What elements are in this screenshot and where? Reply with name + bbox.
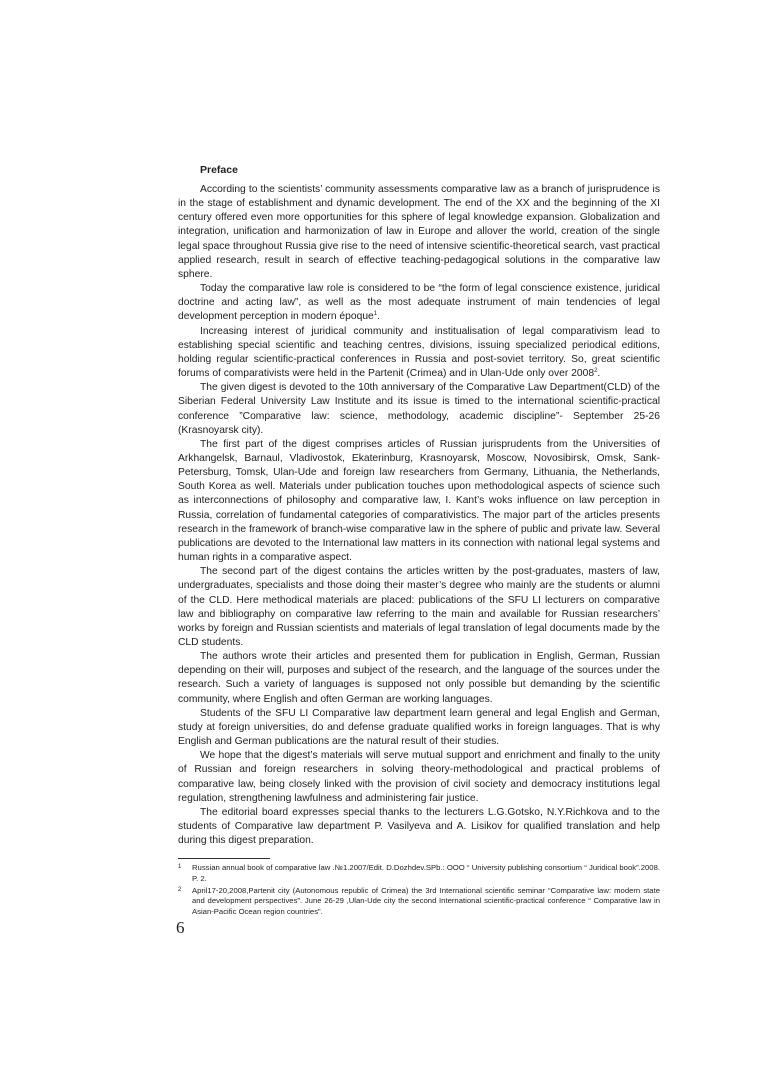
footnote-text: April17-20,2008,Partenit city (Autonomous republic of Crimea) the 3rd International scientific seminar “Comparative law: modern state and development perspectives”. June 26-29 ,Ulan-Ude city the second International scientific-practical conference “ Comparative law in Asian-Pacific Ocean region countries”.: [192, 885, 660, 916]
paragraph: The authors wrote their articles and presented them for publication in English, German, Russian depending on their will, purposes and subject of the research, and the language of the sources under the research. Such a variety of languages is supposed not only possible but demanding by the scientific community, where English and often German are working languages.: [178, 651, 660, 705]
paragraph: We hope that the digest’s materials will serve mutual support and enrichment and finally to the unity of Russian and foreign researchers in solving theory-methodological and practical problems of comparative law, being closely linked with the provision of civil society and democracy institutions legal regulation, strengthening lawfulness and administering fair justice.: [178, 750, 660, 804]
footnote-mark: 2: [178, 886, 182, 893]
page-content: [178, 160, 660, 918]
footnotes: [178, 863, 660, 917]
footnote: [178, 863, 660, 884]
paragraph: Students of the SFU LI Comparative law department learn general and legal English and German, study at foreign universities, do and defense graduate qualified works in foreign languages. That is why English and German publications are the natural result of their studies.: [178, 707, 660, 748]
footnote-text: Russian annual book of comparative law .№1.2007/Edit. D.Dozhdev.SPb.: OOO “ University publishing consortium “ Juridical book”.2008. P. 2.: [192, 863, 660, 883]
page-number: 6: [176, 918, 185, 937]
page-title: Preface: [200, 164, 238, 176]
paragraph: The second part of the digest contains the articles written by the post-graduates, masters of law, undergraduates, specialists and those doing their master’s degree who mainly are the students or alumni of the CLD. Here methodical materials are placed: publications of the SFU LI lecturers on comparative law and bibliography on comparative law referring to the main and available for Russian researchers’ works by foreign and Russian scientists and materials of legal translation of legal documents made by the CLD students.: [178, 566, 660, 648]
paragraph: The given digest is devoted to the 10th anniversary of the Comparative Law Department(CLD) of the Siberian Federal University Law Institute and its issue is timed to the international scientific-practical conference ”Comparative law: science, methodology, academic discipline”- September 25-26 (Krasnoyarsk city).: [178, 382, 660, 436]
footnote-mark: 1: [178, 864, 182, 871]
paragraph: Today the comparative law role is considered to be “the form of legal conscience existence, juridical doctrine and acting law”, as well as the most adequate instrument of main tendencies of legal development perception in modern époque$^1$.: [178, 283, 660, 323]
footnote-ref[interactable]: 2: [594, 368, 598, 375]
paragraph: The editorial board expresses special thanks to the lecturers L.G.Gotsko, N.Y.Richkova and to the students of Comparative law department P. Vasilyeva and A. Lisikov for qualified translation and help during this digest preparation.: [178, 806, 660, 847]
paragraph: Increasing interest of juridical community and institualisation of legal comparativism lead to establishing special scientific and teaching centres, divisions, issuing specialized periodical editions, holding regular scientific-practical conferences in Russia and post-soviet territory. So, great scientific forums of comparativists were held in the Partenit (Crimea) and in Ulan-Ude only over 2008$^2$.: [178, 325, 660, 380]
footnote: [178, 886, 660, 918]
footnote-ref[interactable]: 1: [373, 311, 378, 318]
paragraph: According to the scientists’ community assessments comparative law as a branch of jurisprudence is in the stage of establishment and dynamic development. The end of the XX and the beginning of the XI century offered even more opportunities for this sphere of legal knowledge expansion. Globalization and integration, unification and harmonization of law in Europe and allover the world, creation of the single legal space throughout Russia give rise to the need of intensive scientific-theoretical search, vast practical applied research, result in search of effective teaching-pedagogical solutions in the comparative law sphere.: [178, 184, 660, 280]
footnote-divider: [178, 858, 270, 859]
paragraph: The first part of the digest comprises articles of Russian jurisprudents from the Universities of Arkhangelsk, Barnaul, Vladivostok, Ekaterinburg, Krasnoyarsk, Moscow, Novosibirsk, Omsk, Sank-Petersburg, Tomsk, Ulan-Ude and foreign law researchers from Germany, Lithuania, the Netherlands, South Korea as well. Materials under publication touches upon methodological aspects of science such as interconnections of philosophy and comparative law, I. Kant’s woks influence on law perception in Russia, correlation of fundamental categories of comparativistics. The major part of the articles presents research in the framework of branch-wise comparative law in the sphere of public and private law. Several publications are devoted to the International law matters in its connection with national legal systems and human rights in a comparative aspect.: [178, 438, 660, 564]
preface-body: [178, 183, 660, 848]
